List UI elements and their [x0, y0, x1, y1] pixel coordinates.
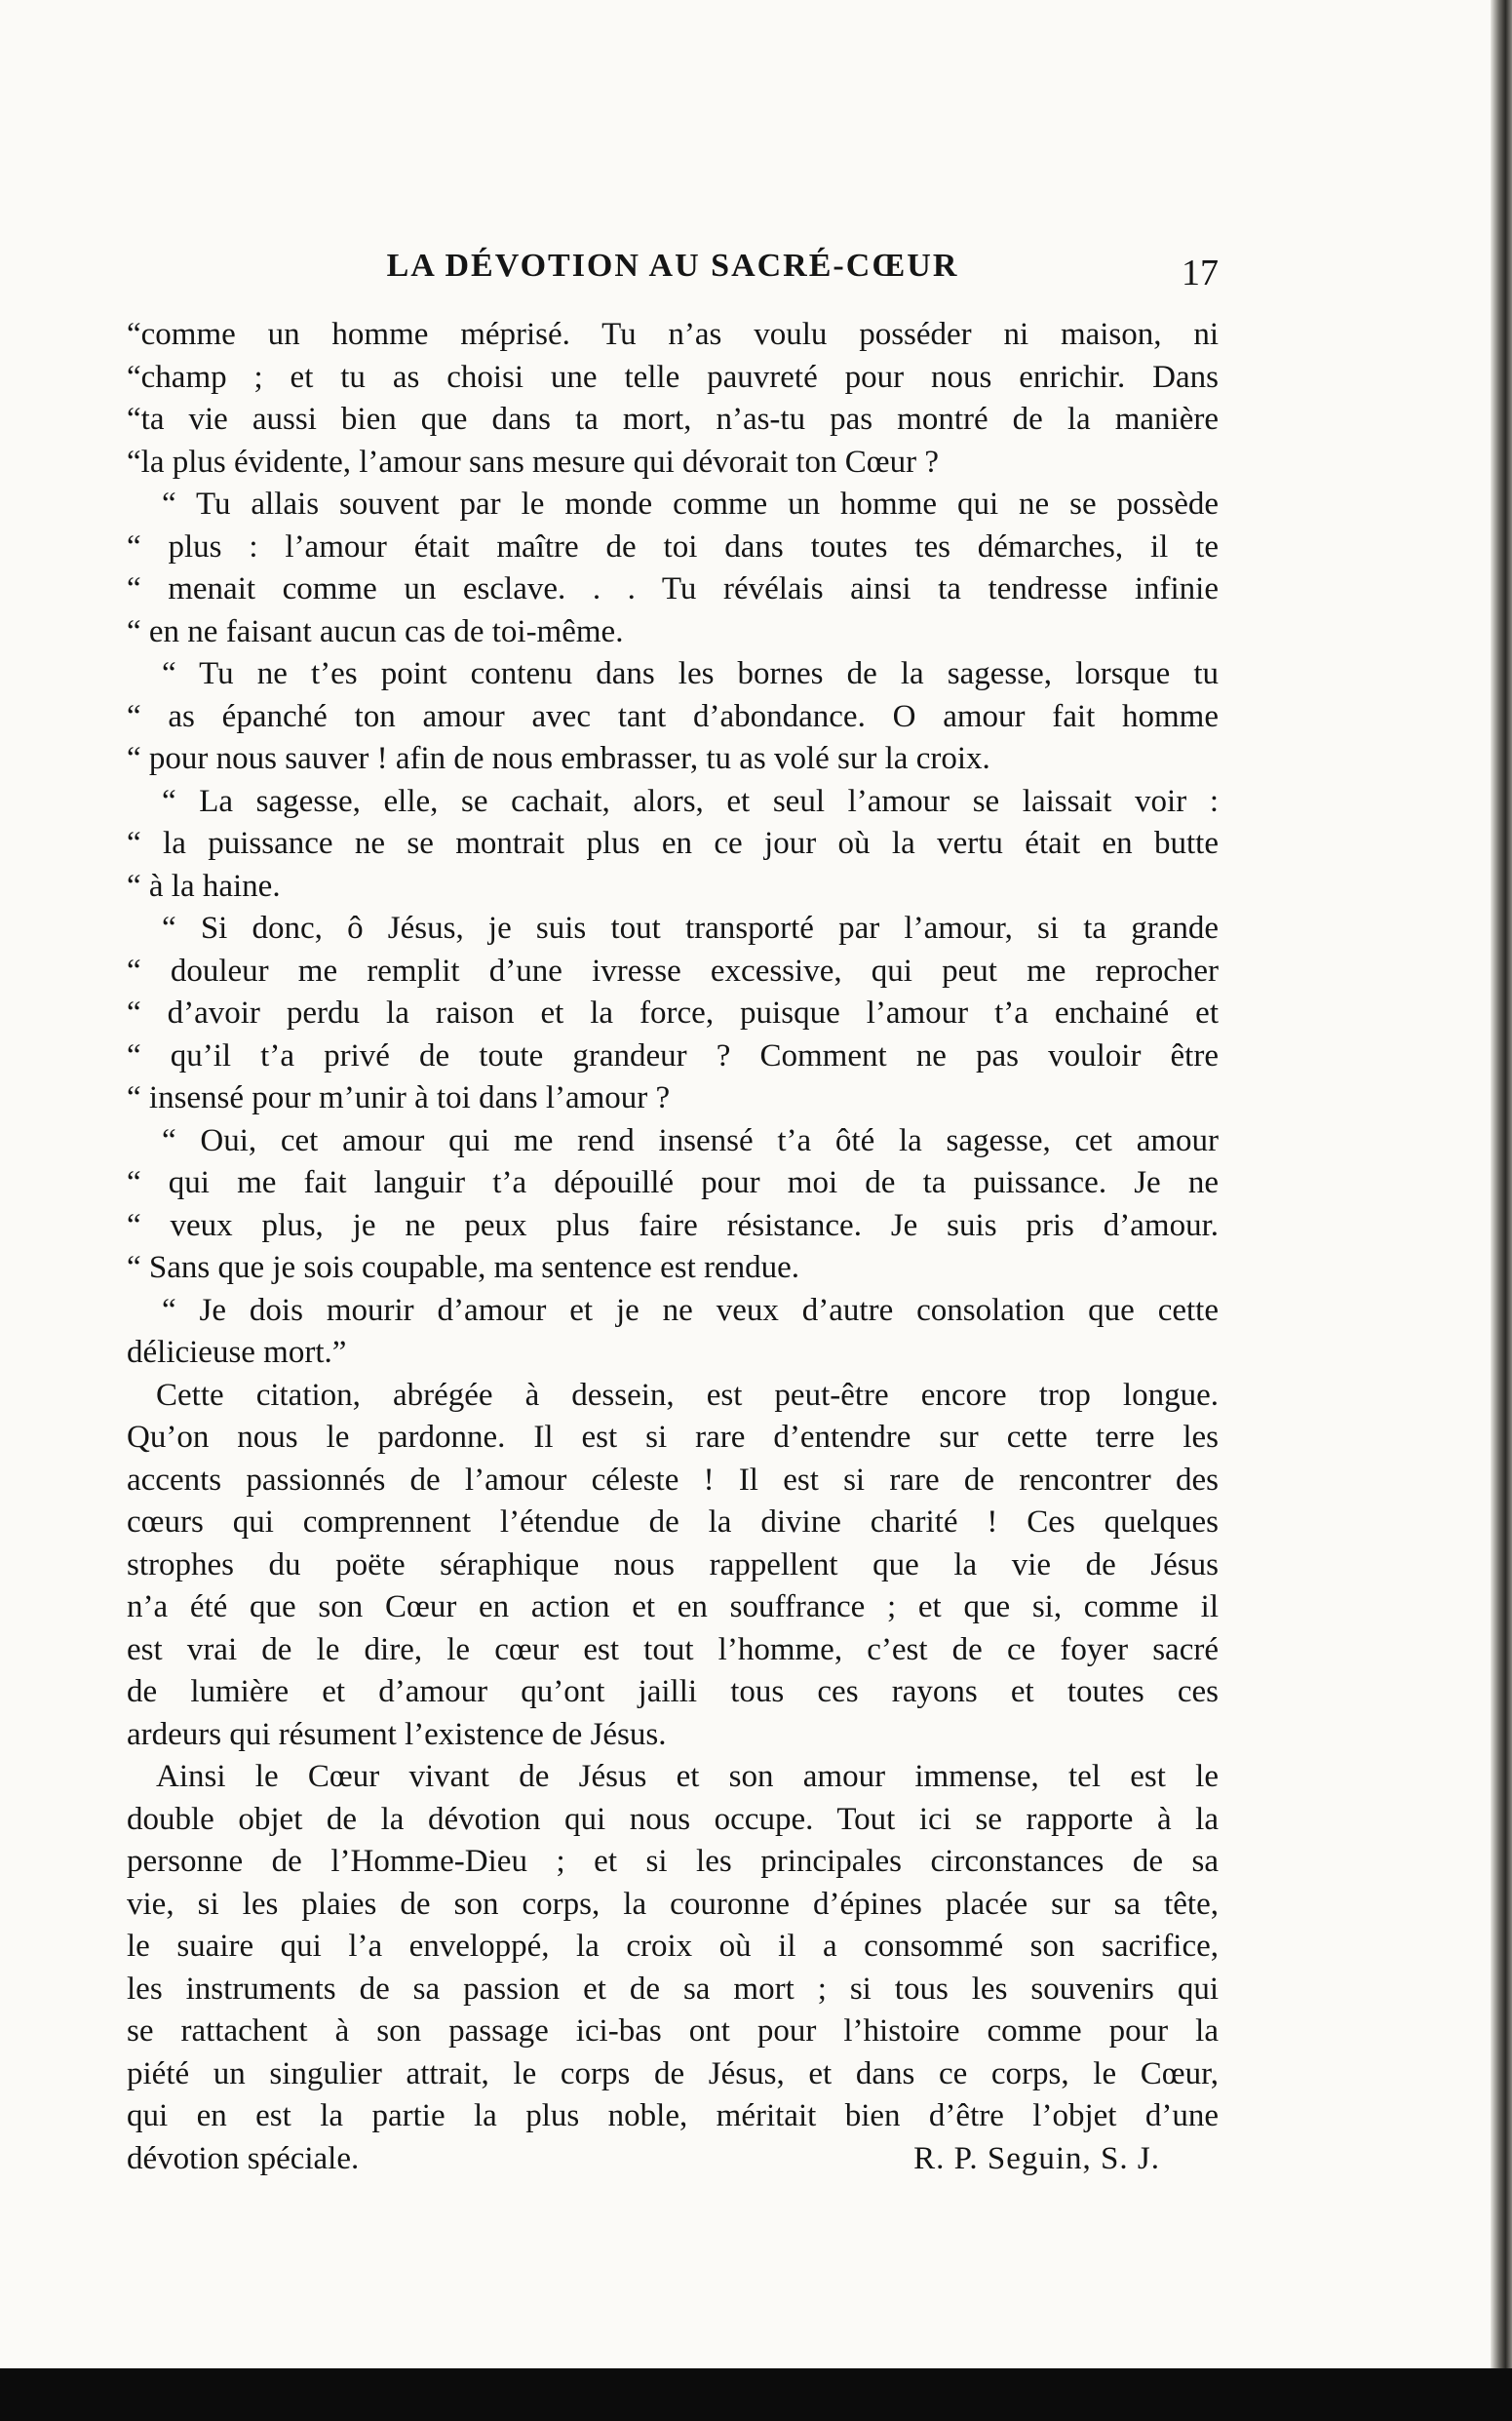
- text-line: vie, si les plaies de son corps, la couronne d’épines placée sur sa tête,: [127, 1886, 1219, 1922]
- text-line: “ douleur me remplit d’une ivresse excessive, qui peut me reprocher: [127, 953, 1219, 989]
- text-line: “champ ; et tu as choisi une telle pauvreté pour nous enrichir. Dans: [127, 359, 1219, 395]
- text-line: “ as épanché ton amour avec tant d’abondance. O amour fait homme: [127, 698, 1219, 734]
- text-line: Qu’on nous le pardonne. Il est si rare d’entendre sur cette terre les: [127, 1420, 1219, 1455]
- text-line: “ veux plus, je ne peux plus faire résistance. Je suis pris d’amour.: [127, 1207, 1219, 1243]
- text-line: strophes du poëte séraphique nous rappellent que la vie de Jésus: [127, 1546, 1219, 1582]
- text-line: qui en est la partie la plus noble, méritait bien d’être l’objet d’une: [127, 2098, 1219, 2133]
- text-line: le suaire qui l’a enveloppé, la croix où il a consommé son sacrifice,: [127, 1929, 1219, 1964]
- text-line: cœurs qui comprennent l’étendue de la divine charité ! Ces quelques: [127, 1504, 1219, 1540]
- text-line: piété un singulier attrait, le corps de Jésus, et dans ce corps, le Cœur,: [127, 2055, 1219, 2091]
- text-line: “ La sagesse, elle, se cachait, alors, et seul l’amour se laissait voir :: [162, 783, 1219, 819]
- text-line: ardeurs qui résument l’existence de Jésus.: [127, 1716, 667, 1752]
- text-line: les instruments de sa passion et de sa mort ; si tous les souvenirs qui: [127, 1971, 1219, 2007]
- text-line: Cette citation, abrégée à dessein, est peut-être encore trop longue.: [156, 1377, 1219, 1413]
- text-line: “la plus évidente, l’amour sans mesure qui dévorait ton Cœur ?: [127, 444, 940, 480]
- text-line: “ en ne faisant aucun cas de toi-même.: [127, 613, 624, 649]
- closing-line: [127, 2138, 1219, 2181]
- text-line: “ Tu ne t’es point contenu dans les bornes de la sagesse, lorsque tu: [162, 656, 1219, 691]
- text-line: n’a été que son Cœur en action et en souffrance ; et que si, comme il: [127, 1589, 1219, 1624]
- text-line: “ qu’il t’a privé de toute grandeur ? Comment ne pas vouloir être: [127, 1037, 1219, 1074]
- text-line: “ Sans que je sois coupable, ma sentence est rendue.: [127, 1250, 800, 1285]
- scan-bottom-border: [0, 2368, 1512, 2421]
- author-signature: R. P. Seguin, S. J.: [913, 2140, 1160, 2176]
- body-text: [127, 314, 1219, 2180]
- text-line: “ insensé pour m’unir à toi dans l’amour ?: [127, 1080, 671, 1115]
- text-line: “ à la haine.: [127, 868, 281, 904]
- text-line: “ qui me fait languir t’a dépouillé pour moi de ta puissance. Je ne: [127, 1165, 1219, 1200]
- text-line: “ d’avoir perdu la raison et la force, puisque l’amour t’a enchainé et: [127, 996, 1219, 1031]
- text-line: “comme un homme méprisé. Tu n’as voulu posséder ni maison, ni: [127, 317, 1219, 352]
- text-line: “ Si donc, ô Jésus, je suis tout transporté par l’amour, si ta grande: [162, 911, 1219, 946]
- text-line: “ la puissance ne se montrait plus en ce jour où la vertu était en butte: [127, 826, 1219, 861]
- text-line: “ menait comme un esclave. . . Tu révélais ainsi ta tendresse infinie: [127, 571, 1219, 606]
- page-edge-shadow: [1491, 0, 1512, 2421]
- text-line: “ Je dois mourir d’amour et je ne veux d’autre consolation que cette: [162, 1292, 1219, 1328]
- text-line: se rattachent à son passage ici-bas ont pour l’histoire comme pour la: [127, 2013, 1219, 2049]
- page-header: [127, 248, 1219, 296]
- text-line: personne de l’Homme-Dieu ; et si les principales circonstances de sa: [127, 1844, 1219, 1879]
- text-line: double objet de la dévotion qui nous occupe. Tout ici se rapporte à la: [127, 1801, 1219, 1837]
- final-text-line: dévotion spéciale.: [127, 2140, 360, 2176]
- text-line: est vrai de le dire, le cœur est tout l’homme, c’est de ce foyer sacré: [127, 1631, 1219, 1667]
- text-line: “ plus : l’amour était maître de toi dans toutes tes démarches, il te: [127, 528, 1219, 565]
- text-line: délicieuse mort.”: [127, 1335, 347, 1370]
- text-line: Ainsi le Cœur vivant de Jésus et son amour immense, tel est le: [156, 1759, 1219, 1794]
- text-line: de lumière et d’amour qu’ont jailli tous ces rayons et toutes ces: [127, 1674, 1219, 1709]
- text-line: “ Oui, cet amour qui me rend insensé t’a ôté la sagesse, cet amour: [162, 1122, 1219, 1158]
- text-line: accents passionnés de l’amour céleste ! Il est si rare de rencontrer des: [127, 1462, 1219, 1498]
- text-line: “ Tu allais souvent par le monde comme un homme qui ne se possède: [162, 487, 1219, 522]
- running-title: LA DÉVOTION AU SACRÉ-CŒUR: [386, 248, 959, 284]
- text-line: “ta vie aussi bien que dans ta mort, n’as-tu pas montré de la manière: [127, 402, 1219, 437]
- text-line: “ pour nous sauver ! afin de nous embrasser, tu as volé sur la croix.: [127, 741, 990, 776]
- page-number: 17: [1182, 253, 1219, 293]
